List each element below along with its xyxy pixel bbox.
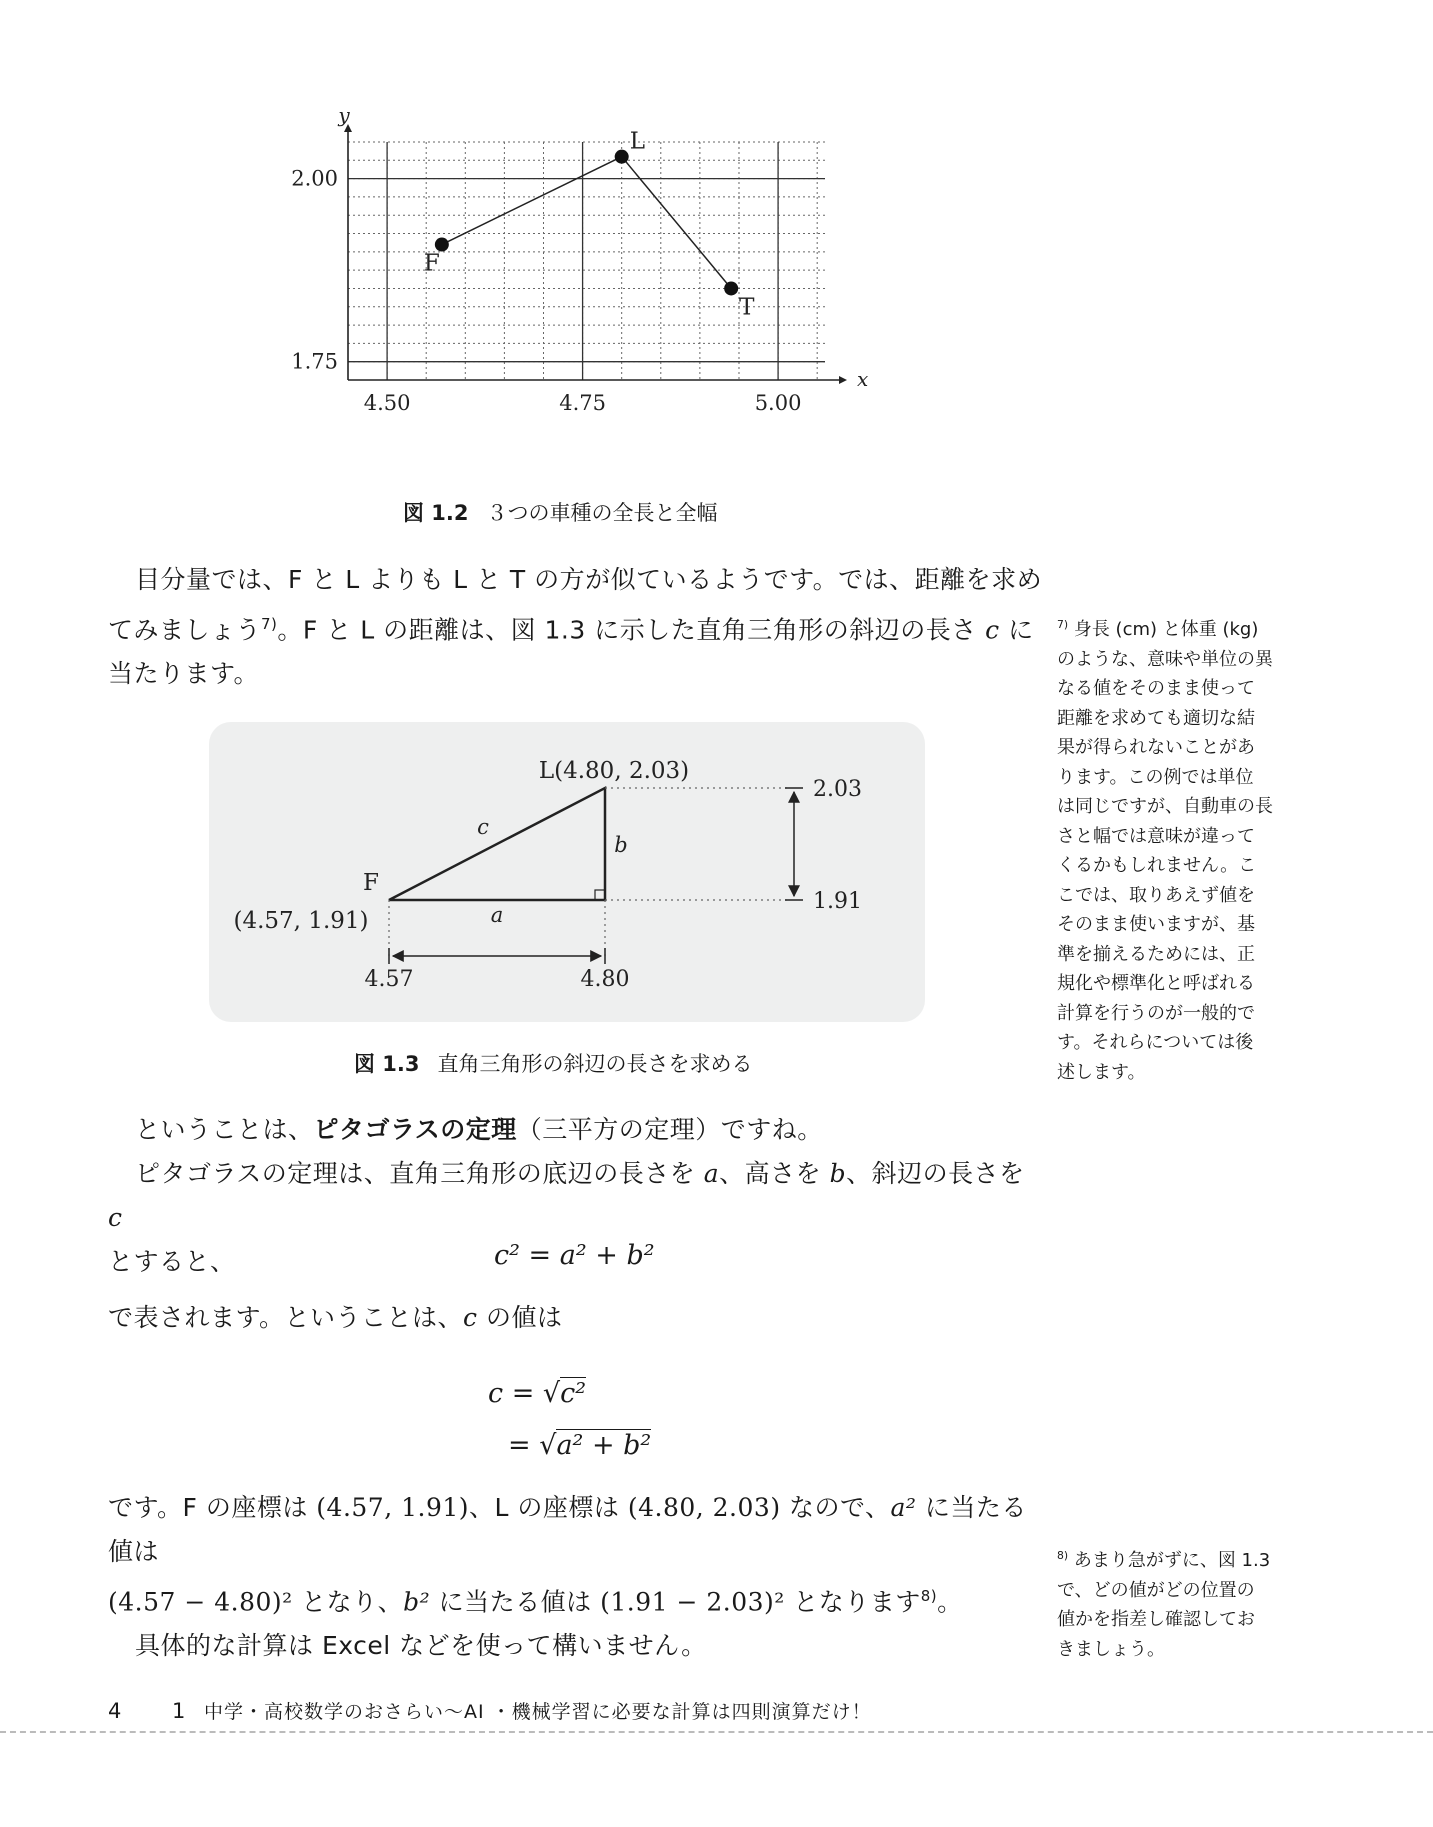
note-ref-7: 7) bbox=[1057, 618, 1069, 631]
note-line: 値かを指差し確認してお bbox=[1057, 1609, 1255, 1630]
para3-text: 、斜辺の長さを bbox=[846, 1159, 1025, 1188]
x-axis-label: x bbox=[857, 367, 869, 391]
para5-line1 bbox=[108, 1486, 1043, 1574]
para4-text: で表されます。ということは、 bbox=[108, 1303, 464, 1332]
para5-text: となります bbox=[784, 1587, 921, 1617]
equation-sqrt bbox=[488, 1368, 651, 1472]
x-tick-label: 5.00 bbox=[754, 391, 802, 415]
math-a-value: (4.57 − 4.80)² bbox=[108, 1587, 293, 1617]
right-angle-mark bbox=[595, 890, 605, 900]
figure-1-3-diagram bbox=[209, 722, 925, 1022]
note-line: 述します。 bbox=[1057, 1061, 1146, 1083]
para2-line bbox=[108, 1108, 1043, 1152]
label-x-right: 4.80 bbox=[580, 967, 630, 992]
para1-line3: 当たります。 bbox=[108, 659, 260, 689]
chapter-title: 中学・高校数学のおさらい〜AI ・機械学習に必要な計算は四則演算だけ！ bbox=[204, 1701, 872, 1723]
var-c: c bbox=[463, 1303, 478, 1332]
eq-lhs: c = bbox=[488, 1378, 535, 1409]
sqrt-sign: √ bbox=[542, 1378, 561, 1409]
chart-marks bbox=[424, 129, 755, 321]
label-L: L(4.80, 2.03) bbox=[538, 758, 690, 784]
math-b-value: (1.91 − 2.03)² bbox=[600, 1587, 785, 1617]
x-tick-label: 4.75 bbox=[559, 391, 606, 415]
eq-lhs: = bbox=[508, 1430, 531, 1461]
sqrt-sign: √ bbox=[539, 1430, 557, 1461]
note-line: は同じですが、自動車の長 bbox=[1057, 796, 1273, 817]
para4-text: の値は bbox=[477, 1303, 563, 1332]
connection-line bbox=[442, 157, 622, 245]
math-b-squared: b² bbox=[403, 1587, 431, 1617]
radicand: c² bbox=[560, 1378, 587, 1409]
note-line: そのまま使いますが、基 bbox=[1057, 914, 1255, 935]
note-line: さと幅では意味が違って bbox=[1057, 825, 1255, 847]
math-l-coord: (4.80, 2.03) bbox=[627, 1493, 781, 1522]
para2-text: （三平方の定理）ですね。 bbox=[516, 1115, 823, 1144]
chart-axes bbox=[291, 103, 868, 415]
point-label-F: F bbox=[423, 250, 440, 277]
note-line: くるかもしれません。こ bbox=[1057, 855, 1257, 876]
figure-1-3-caption bbox=[354, 1048, 753, 1078]
connection-line bbox=[622, 157, 731, 289]
x-axis-arrow bbox=[839, 376, 847, 384]
para3-text: ピタゴラスの定理は、直角三角形の底辺の長さを bbox=[135, 1159, 704, 1188]
para3-line2: とすると、 bbox=[108, 1247, 236, 1276]
point-label-T: T bbox=[739, 294, 755, 321]
para1-line2 bbox=[108, 602, 1043, 652]
note-line: のような、意味や単位の異 bbox=[1057, 648, 1273, 670]
footer-divider bbox=[0, 1731, 1433, 1733]
para5-text: に当たる値は bbox=[108, 1493, 1027, 1566]
note-line: 準を揃えるためには、正 bbox=[1057, 943, 1255, 965]
label-F: F bbox=[363, 870, 379, 896]
caption-text: ３つの車種の全長と全幅 bbox=[486, 501, 718, 525]
data-point-T bbox=[724, 281, 738, 295]
caption-number: 図 1.3 bbox=[354, 1052, 420, 1076]
margin-note-7 bbox=[1057, 610, 1289, 1087]
note-line: ります。この例では単位 bbox=[1057, 766, 1254, 788]
caption-text: 直角三角形の斜辺の長さを求める bbox=[437, 1052, 753, 1076]
chapter-number: 1 bbox=[172, 1699, 186, 1723]
var-c: c bbox=[108, 1203, 123, 1232]
margin-note-8 bbox=[1057, 1541, 1289, 1664]
data-point-F bbox=[435, 238, 449, 252]
label-x-left: 4.57 bbox=[364, 967, 414, 992]
page-number: 4 bbox=[108, 1699, 122, 1723]
para3-text: 、高さを bbox=[719, 1159, 830, 1188]
note-line: こでは、取りあえず値を bbox=[1057, 884, 1255, 906]
para1-text: 。F と L の距離は、図 1.3 に示した直角三角形の斜辺の長さ bbox=[277, 615, 986, 645]
note-line: きましょう。 bbox=[1057, 1638, 1165, 1660]
sqrt-line-2 bbox=[488, 1420, 651, 1472]
note-line: 距離を求めても適切な結 bbox=[1057, 707, 1255, 729]
note-line: 計算を行うのが一般的で bbox=[1057, 1002, 1255, 1024]
para5-line3: 具体的な計算は Excel などを使って構いません。 bbox=[135, 1631, 707, 1661]
sqrt-line-1 bbox=[488, 1368, 651, 1420]
para5-text: に当たる値は bbox=[430, 1587, 601, 1617]
right-triangle bbox=[389, 788, 605, 900]
para2-text: ということは、 bbox=[135, 1115, 314, 1144]
note-line: で、どの値がどの位置の bbox=[1057, 1579, 1255, 1601]
caption-number: 図 1.2 bbox=[403, 501, 469, 525]
footnote-ref-7[interactable]: 7) bbox=[261, 615, 278, 633]
para1-line1: 目分量では、F と L よりも L と T の方が似ているようです。では、距離を求め bbox=[135, 565, 1043, 594]
para5-text: です。F の座標は bbox=[108, 1493, 317, 1522]
para1-text: に bbox=[999, 615, 1034, 645]
y-tick-label: 1.75 bbox=[291, 349, 338, 374]
label-c: c bbox=[477, 815, 489, 839]
var-a: a bbox=[703, 1159, 720, 1188]
paragraph-5 bbox=[108, 1486, 1043, 1668]
var-b: b bbox=[829, 1159, 847, 1188]
label-y-bottom: 1.91 bbox=[813, 889, 862, 914]
data-point-L bbox=[615, 150, 629, 164]
para5-line2 bbox=[108, 1574, 1043, 1624]
note-line: なる値をそのまま使って bbox=[1057, 678, 1255, 699]
figure-1-2-chart bbox=[280, 103, 869, 480]
label-b: b bbox=[614, 833, 628, 857]
note-line: $^{7)}$ 身長 (cm) と体重 (kg) bbox=[1057, 618, 1259, 640]
math-f-coord: (4.57, 1.91) bbox=[316, 1493, 470, 1522]
radicand: a² + b² bbox=[556, 1430, 652, 1461]
chart-grid bbox=[348, 142, 825, 380]
note-line: $^{8)}$ あまり急がずに、図 1.3 bbox=[1057, 1549, 1271, 1571]
figure-1-2-caption bbox=[403, 497, 718, 527]
para1-text: てみましょう bbox=[108, 615, 262, 645]
footnote-ref-8[interactable]: 8) bbox=[920, 1587, 938, 1605]
var-c: c bbox=[985, 615, 1000, 645]
note-line: 果が得られないことがあ bbox=[1057, 737, 1255, 758]
equation-pythagorean: c² = a² + b² bbox=[494, 1240, 655, 1271]
para5-text: 、L の座標は bbox=[469, 1493, 628, 1522]
page-footer bbox=[108, 1697, 872, 1724]
paragraph-4 bbox=[108, 1296, 562, 1340]
term-pythagorean-theorem: ピタゴラスの定理 bbox=[313, 1115, 517, 1144]
math-a-squared: a² bbox=[890, 1493, 917, 1522]
note-7-body bbox=[1057, 610, 1289, 1087]
label-y-top: 2.03 bbox=[813, 777, 862, 802]
x-tick-label: 4.50 bbox=[363, 391, 411, 415]
para5-text: となり、 bbox=[292, 1587, 404, 1617]
label-a: a bbox=[490, 903, 504, 927]
para3-line1 bbox=[108, 1152, 1043, 1240]
y-axis-label: y bbox=[338, 103, 350, 127]
label-F-coord: (4.57, 1.91) bbox=[233, 908, 369, 934]
point-label-L: L bbox=[629, 128, 645, 155]
para5-text: なので、 bbox=[780, 1493, 891, 1522]
y-tick-label: 2.00 bbox=[291, 166, 338, 191]
note-line: 規化や標準化と呼ばれる bbox=[1057, 973, 1255, 994]
paragraph-1 bbox=[108, 558, 1043, 696]
note-8-body bbox=[1057, 1541, 1289, 1664]
note-line: す。それらについては後 bbox=[1057, 1032, 1254, 1053]
note-ref-8: 8) bbox=[1057, 1549, 1069, 1562]
para5-text: 。 bbox=[937, 1587, 963, 1617]
